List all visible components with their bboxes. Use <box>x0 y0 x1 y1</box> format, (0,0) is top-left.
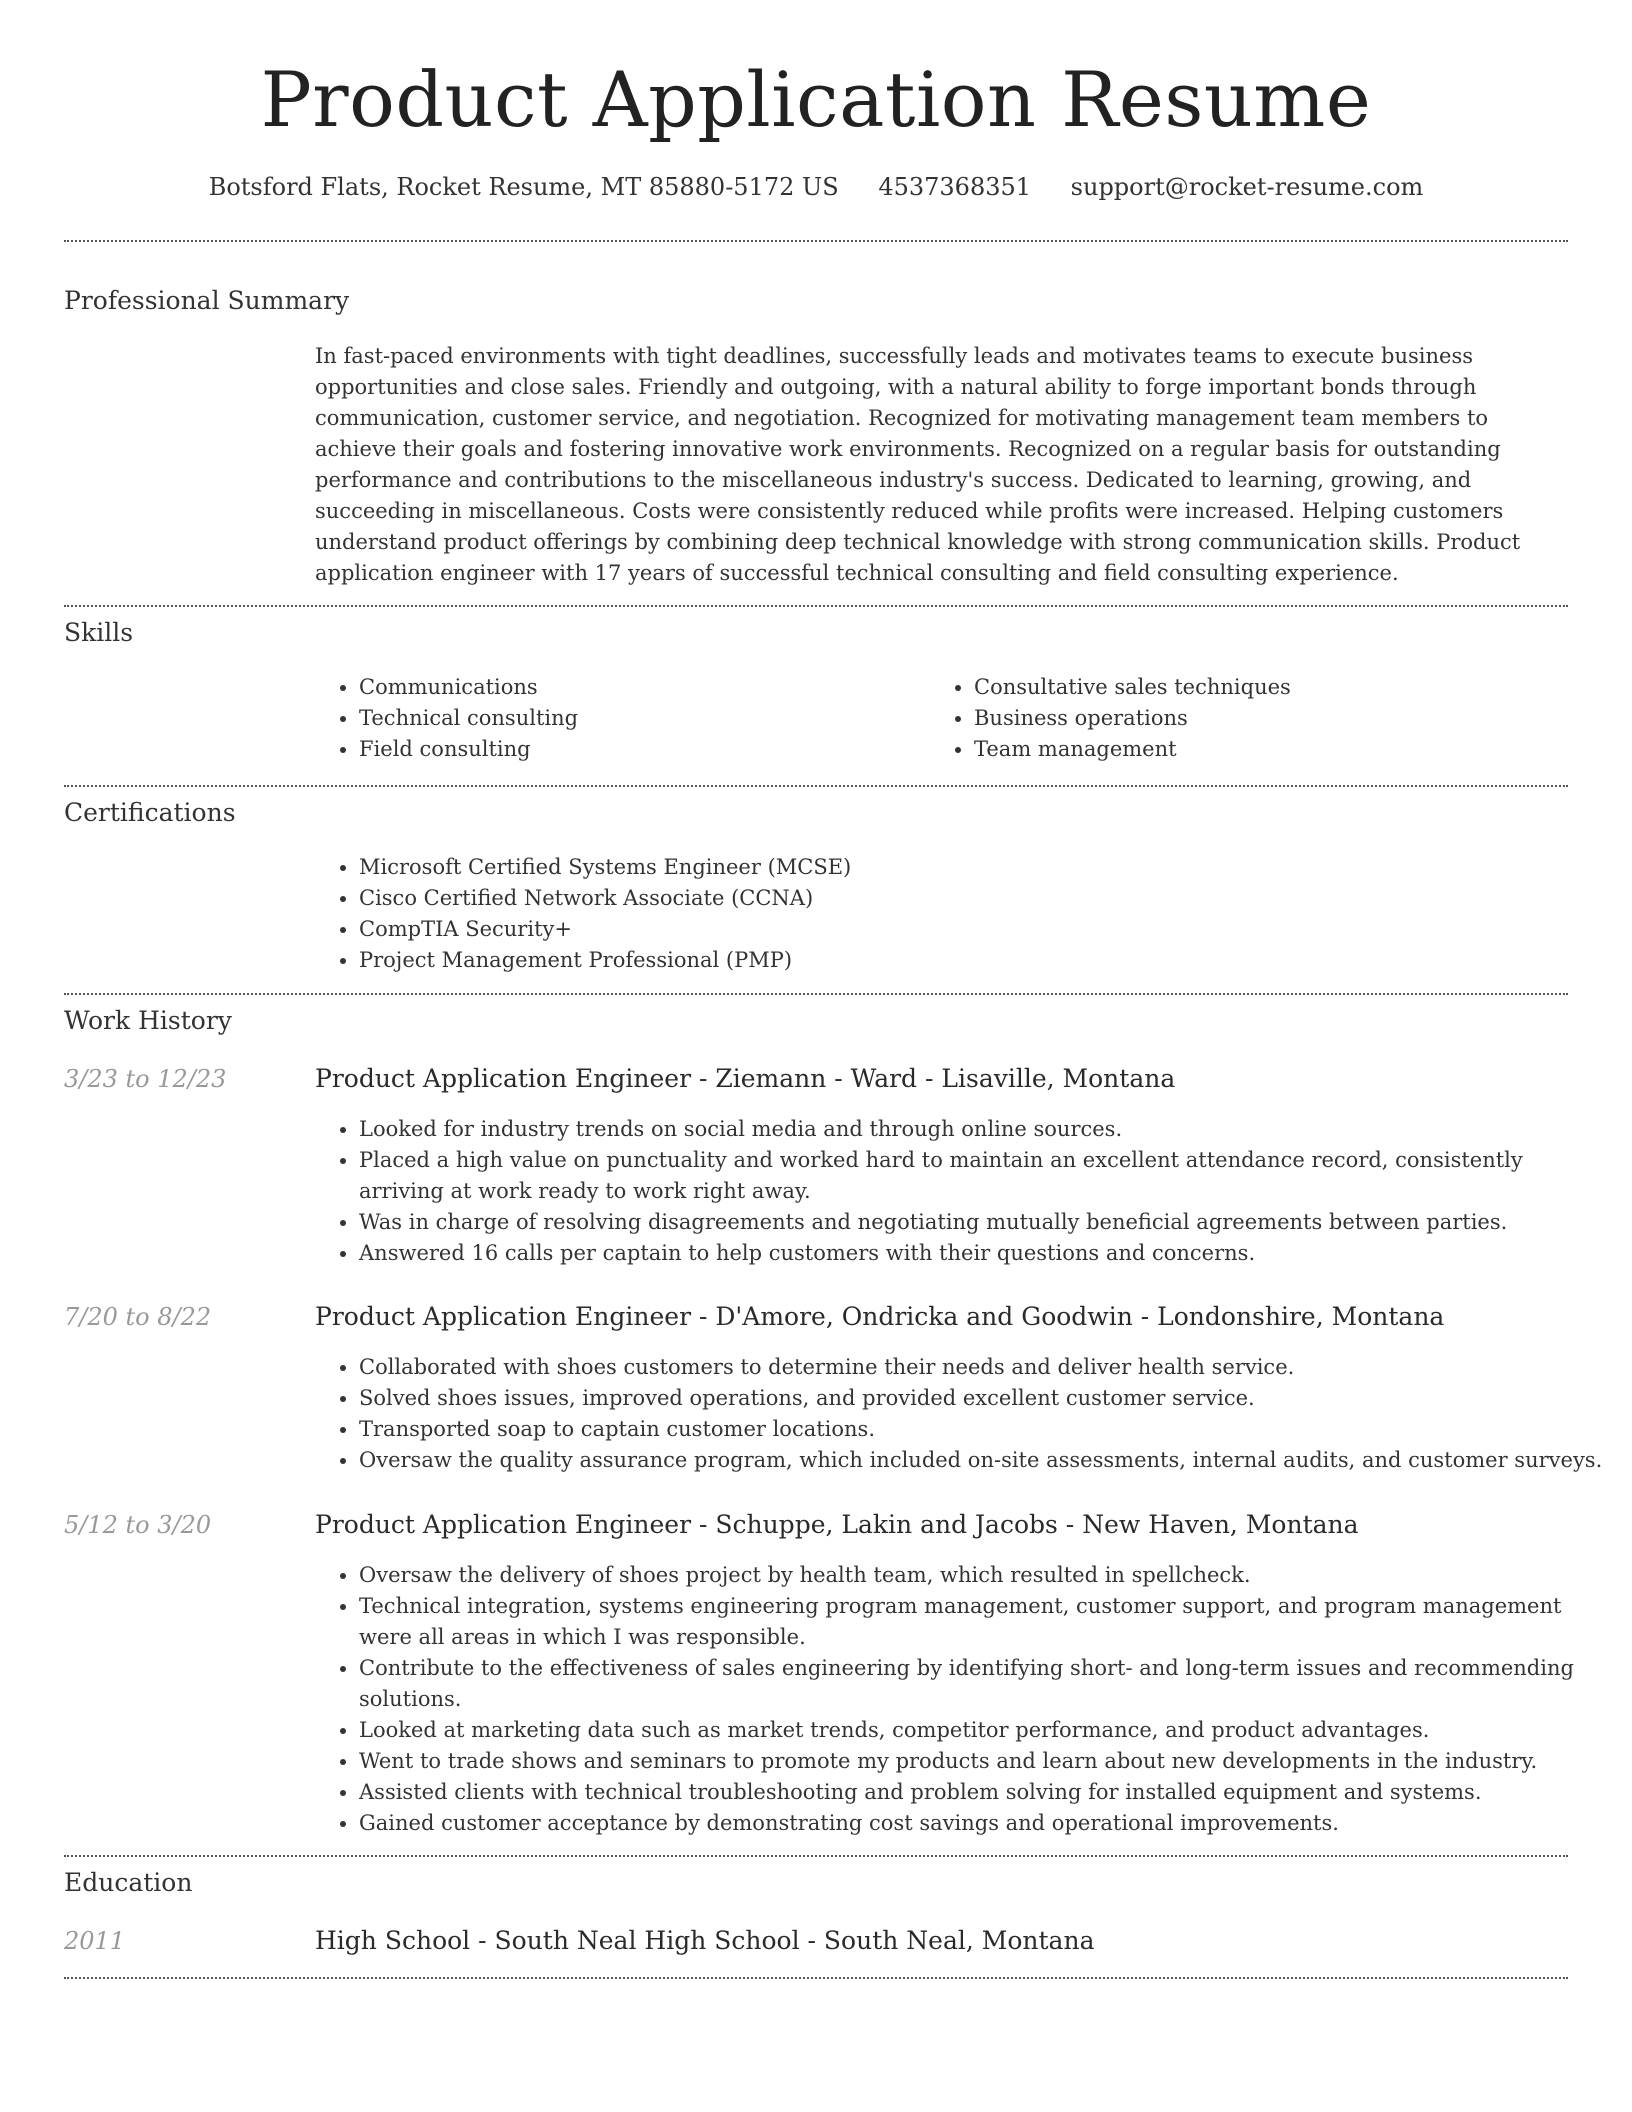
list-item: • Gained customer acceptance by demonstrating cost savings and operational improvements. <box>359 1808 1614 1839</box>
list-item: • Technical integration, systems engineering program management, customer support, and program management were all areas in which I was responsible. <box>359 1591 1614 1653</box>
list-item: • Team management <box>974 734 1594 765</box>
list-item: • Collaborated with shoes customers to determine their needs and deliver health service. <box>359 1352 1614 1383</box>
list-item: • Field consulting <box>359 734 919 765</box>
list-item: • Transported soap to captain customer locations. <box>359 1414 1614 1445</box>
divider <box>64 993 1568 995</box>
job-bullets <box>315 1114 1614 1269</box>
list-item: • Business operations <box>974 703 1594 734</box>
list-item: • Placed a high value on punctuality and worked hard to maintain an excellent attendance record, consistently arriving at work ready to work right away. <box>359 1145 1614 1207</box>
job-heading: Product Application Engineer - Ziemann - Ward - Lisaville, Montana <box>315 1064 1176 1093</box>
divider <box>64 240 1568 242</box>
skills-list-right <box>930 672 1594 765</box>
list-item: • Solved shoes issues, improved operations, and provided excellent customer service. <box>359 1383 1614 1414</box>
list-item: • Was in charge of resolving disagreements and negotiating mutually beneficial agreements between parties. <box>359 1207 1614 1238</box>
phone: 4537368351 <box>878 173 1032 201</box>
list-item: • Project Management Professional (PMP) <box>359 945 1559 976</box>
divider <box>64 785 1568 787</box>
list-item: • Oversaw the delivery of shoes project by health team, which resulted in spellcheck. <box>359 1560 1614 1591</box>
list-item: • Technical consulting <box>359 703 919 734</box>
section-title-summary: Professional Summary <box>64 286 350 315</box>
list-item: • Oversaw the quality assurance program, which included on-site assessments, internal audits, and customer surveys. <box>359 1445 1614 1476</box>
list-item: • Cisco Certified Network Associate (CCNA) <box>359 883 1559 914</box>
section-title-skills: Skills <box>64 618 134 647</box>
divider <box>64 605 1568 607</box>
education-heading: High School - South Neal High School - South Neal, Montana <box>315 1926 1095 1955</box>
list-item: • Assisted clients with technical troubleshooting and problem solving for installed equipment and systems. <box>359 1777 1614 1808</box>
job-bullets <box>315 1560 1614 1839</box>
education-year: 2011 <box>64 1927 126 1955</box>
address: Botsford Flats, Rocket Resume, MT 85880-5172 US <box>208 173 839 201</box>
list-item: • Looked for industry trends on social media and through online sources. <box>359 1114 1614 1145</box>
section-title-certifications: Certifications <box>64 798 236 827</box>
skills-list-left <box>315 672 919 765</box>
list-item: • Looked at marketing data such as market trends, competitor performance, and product advantages. <box>359 1715 1614 1746</box>
job-dates: 3/23 to 12/23 <box>64 1065 227 1093</box>
section-title-work-history: Work History <box>64 1006 232 1035</box>
list-item: • Communications <box>359 672 919 703</box>
list-item: • CompTIA Security+ <box>359 914 1559 945</box>
certifications-list <box>315 852 1559 976</box>
email: support@rocket-resume.com <box>1070 173 1424 201</box>
divider <box>64 1855 1568 1857</box>
contact-line <box>0 170 1632 204</box>
list-item: • Contribute to the effectiveness of sales engineering by identifying short- and long-term issues and recommending solutions. <box>359 1653 1614 1715</box>
list-item: • Microsoft Certified Systems Engineer (MCSE) <box>359 852 1559 883</box>
list-item: • Went to trade shows and seminars to promote my products and learn about new developments in the industry. <box>359 1746 1614 1777</box>
list-item: • Consultative sales techniques <box>974 672 1594 703</box>
job-heading: Product Application Engineer - Schuppe, Lakin and Jacobs - New Haven, Montana <box>315 1510 1359 1539</box>
job-dates: 5/12 to 3/20 <box>64 1511 212 1539</box>
job-bullets <box>315 1352 1614 1476</box>
divider <box>64 1977 1568 1979</box>
job-dates: 7/20 to 8/22 <box>64 1303 212 1331</box>
section-title-education: Education <box>64 1868 193 1897</box>
job-heading: Product Application Engineer - D'Amore, Ondricka and Goodwin - Londonshire, Montana <box>315 1302 1445 1331</box>
list-item: • Answered 16 calls per captain to help customers with their questions and concerns. <box>359 1238 1614 1269</box>
resume-title: Product Application Resume <box>260 55 1372 144</box>
summary-text: In fast-paced environments with tight deadlines, successfully leads and motivates teams to execute business opportunities and close sales. Friendly and outgoing, with a natural ability to forge important bonds through communication, customer service, and negotiation. Recognized for motivating management team members to achieve their goals and fostering innovative work environments. Recognized on a regular basis for outstanding performance and contributions to the miscellaneous industry's success. Dedicated to learning, growing, and succeeding in miscellaneous. Costs were consistently reduced while profits were increased. Helping customers understand product offerings by combining deep technical knowledge with strong communication skills. Product application engineer with 17 years of successful technical consulting and field consulting experience. <box>315 344 1521 585</box>
